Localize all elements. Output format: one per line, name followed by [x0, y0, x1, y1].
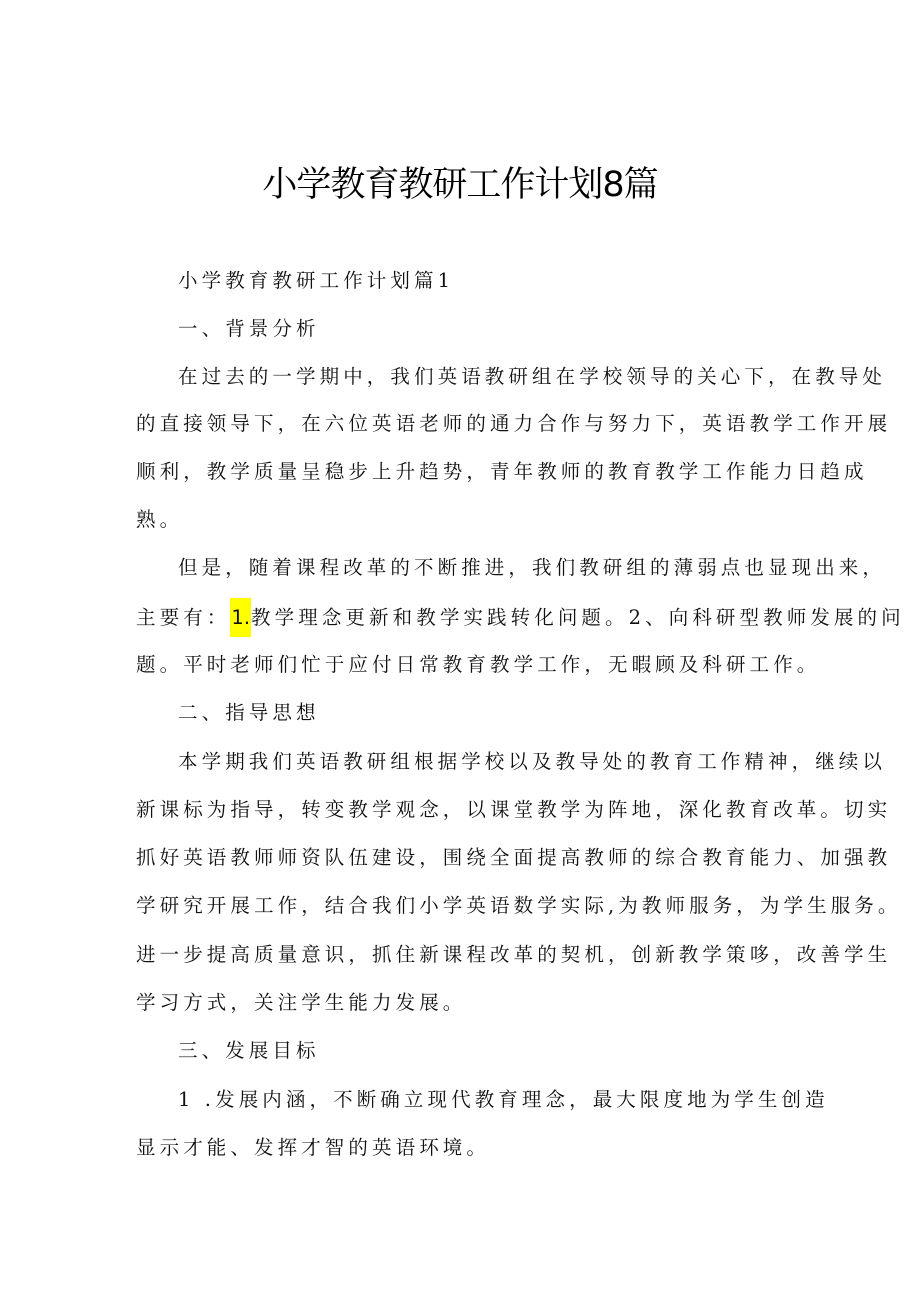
document-title: 小学教育教研工作计划8篇 [262, 165, 658, 205]
section-heading: 小学教育教研工作计划篇1 [178, 269, 455, 292]
paragraph-line: 新课标为指导，转变教学观念，以课堂教学为阵地，深化教育改革。切实 [136, 798, 892, 821]
paragraph-line: 但是，随着课程改革的不断推进，我们教研组的薄弱点也显现出来， [178, 556, 887, 579]
paragraph-text: 主要有： [136, 606, 231, 629]
paragraph-line: 本学期我们英语教研组根据学校以及教导处的教育工作精神，继续以 [178, 750, 887, 773]
paragraph-line: 1 .发展内涵，不断确立现代教育理念，最大限度地为学生创造 [178, 1088, 829, 1111]
paragraph-line: 进一步提高质量意识，抓住新课程改革的契机，创新教学策哆，改善学生 [136, 943, 892, 966]
paragraph-line: 显示才能、发挥才智的英语环境。 [136, 1136, 491, 1159]
paragraph-line: 的直接领导下，在六位英语老师的通力合作与努力下，英语教学工作开展 [136, 412, 892, 435]
paragraph-line [136, 603, 905, 633]
paragraph-line: 学研究开展工作，结合我们小学英语数学实际,为教师服务，为学生服务。 [136, 894, 902, 917]
paragraph-text: 教学理念更新和教学实践转化问题。2、向科研型教师发展的问 [251, 606, 905, 629]
section-heading: 二、指导思想 [178, 701, 320, 724]
paragraph-line: 题。平时老师们忙于应付日常教育教学工作，无暇顾及科研工作。 [136, 653, 821, 676]
highlighted-number: 1. [230, 598, 251, 637]
paragraph-line: 学习方式，关注学生能力发展。 [136, 991, 467, 1014]
paragraph-line: 抓好英语教师师资队伍建设，围绕全面提高教师的综合教育能力、加强教 [136, 846, 892, 869]
paragraph-line: 熟。 [136, 508, 184, 531]
paragraph-line: 顺利，教学质量呈稳步上升趋势，青年教师的教育教学工作能力日趋成 [136, 460, 868, 483]
section-heading: 一、背景分析 [178, 317, 320, 340]
paragraph-line: 在过去的一学期中，我们英语教研组在学校领导的关心下，在教导处 [178, 365, 887, 388]
section-heading: 三、发展目标 [178, 1039, 320, 1062]
